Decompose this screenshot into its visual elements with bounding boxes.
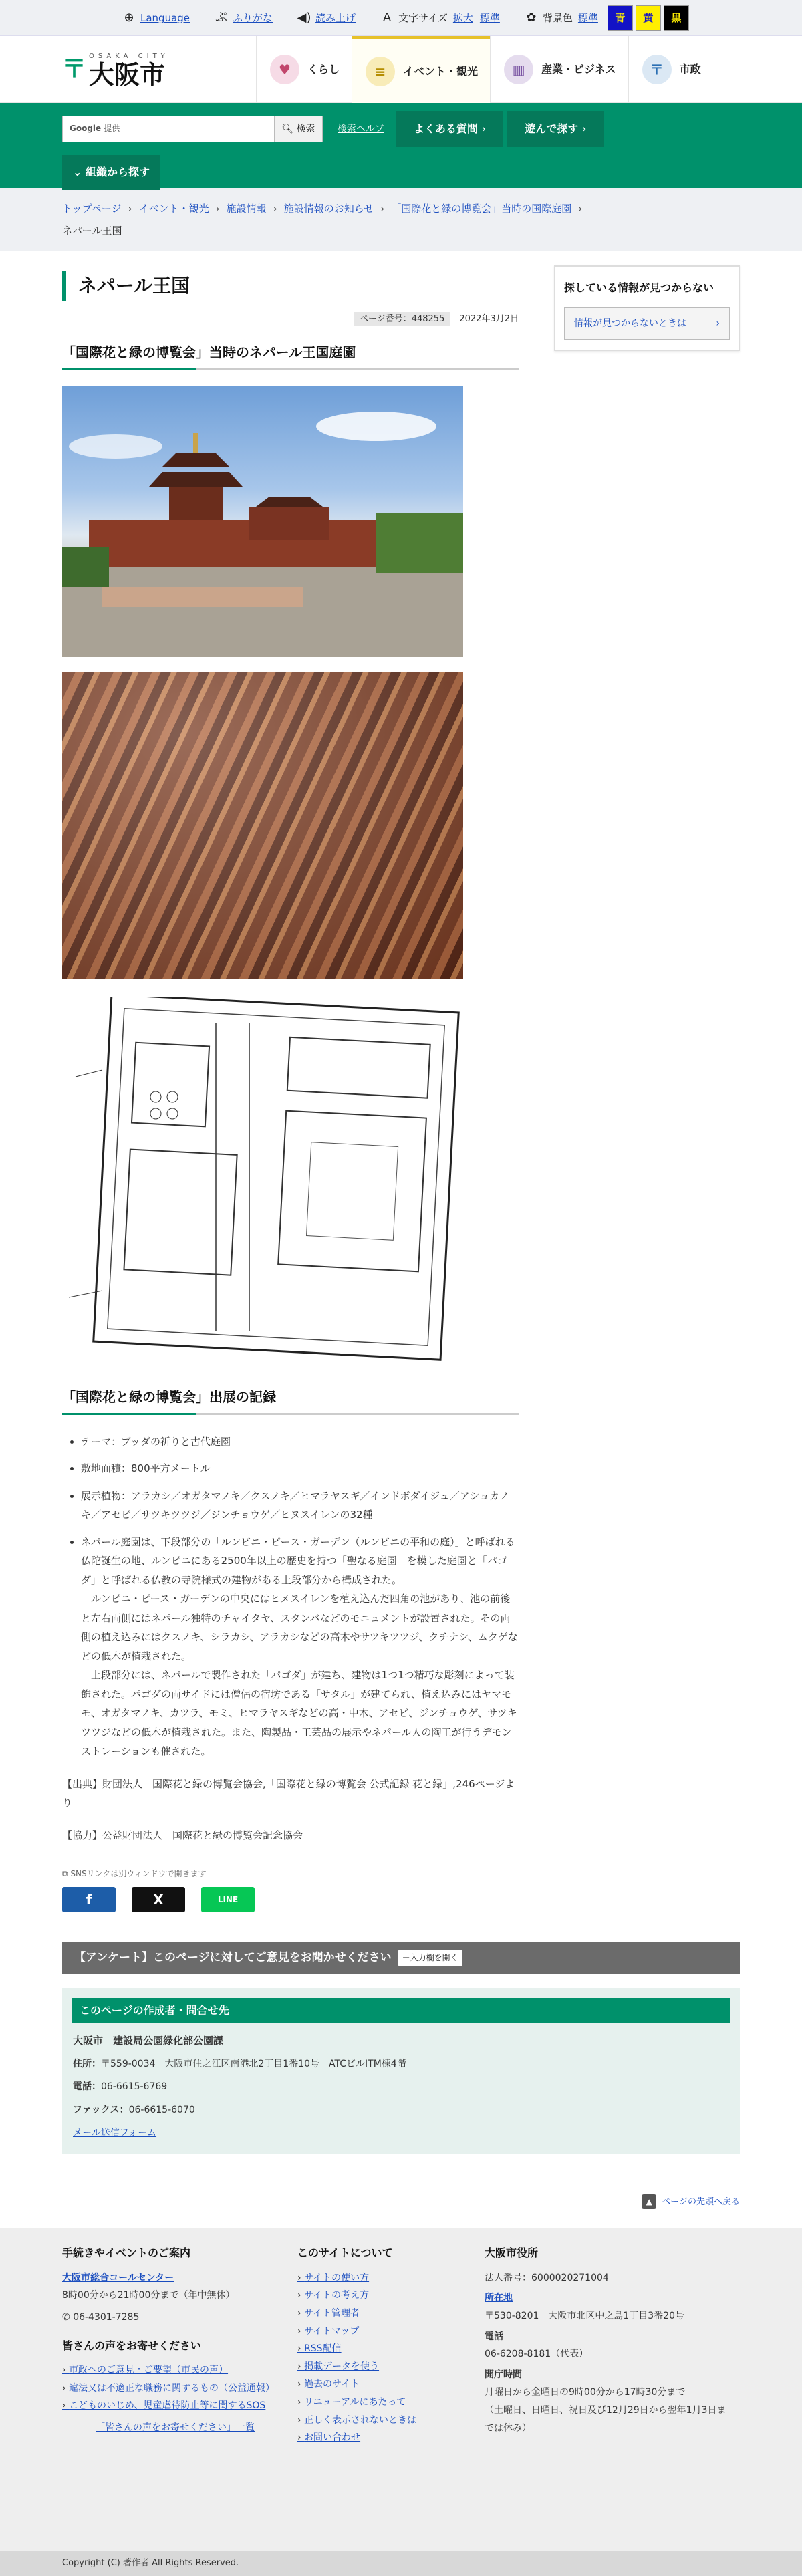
city-icon: 〒	[642, 55, 672, 84]
nepal-garden-illustration	[62, 386, 463, 657]
contact-heading: このページの作成者・問合せ先	[72, 1998, 730, 2023]
call-center-link[interactable]: 大阪市総合コールセンター	[62, 2272, 174, 2283]
footer-col-site	[297, 2243, 485, 2446]
breadcrumb-intl-garden[interactable]: 「国際花と緑の博覧会」当時の国際庭園	[391, 203, 572, 215]
search-brand: Google	[70, 124, 102, 134]
not-found-box	[554, 265, 740, 351]
furigana-icon: ぷ	[215, 10, 228, 25]
site-footer	[0, 2228, 802, 2551]
closed-days: （土曜日、日曜日、祝日及び12月29日から翌年1月3日までは休み）	[485, 2404, 726, 2434]
chevron-right-icon: ›	[716, 317, 720, 329]
footer-site-link[interactable]: › サイトの使い方	[297, 2269, 485, 2287]
footer-site-link[interactable]: › 正しく表示されないときは	[297, 2412, 485, 2430]
bg-standard-link[interactable]: 標準	[577, 12, 598, 24]
section-heading-garden: 「国際花と緑の博覧会」当時のネパール王国庭園	[62, 342, 519, 370]
search-button[interactable]	[275, 116, 323, 142]
footer-voice-title: 皆さんの声をお寄せください	[62, 2339, 202, 2352]
play-search-button[interactable]	[507, 111, 604, 147]
bg-yellow-button[interactable]: 黄	[636, 5, 661, 31]
speaker-icon: ◀)	[297, 10, 311, 25]
footer-site-link[interactable]: › 過去のサイト	[297, 2375, 485, 2394]
bg-blue-button[interactable]: 青	[608, 5, 633, 31]
list-item: • テーマ：ブッダの祈りと古代庭園	[81, 1432, 519, 1452]
page-number: ページ番号：448255	[354, 312, 450, 326]
contact-fax-value: 06-6615-6070	[128, 2104, 195, 2115]
garden-paragraph-1: • ネパール庭園は、下段部分の「ルンビニ・ピース・ガーデン（ルンビニの平和の庭）」と呼ばれる仏陀誕生の地、ルンビニにある2500年以上の歴史を持つ「聖なる庭園」を模した庭園と「パゴダ」と呼ばれる仏教の寺院様式の建物がある上段部分から構成された。	[81, 1535, 515, 1586]
cityhall-tel: 06-6208-8181（代表）	[485, 2349, 589, 2360]
footer-site-link[interactable]: › サイトの考え方	[297, 2287, 485, 2305]
back-to-top[interactable]	[62, 2194, 740, 2228]
call-center-hours: 8時00分から21時00分まで（年中無休）	[62, 2290, 235, 2301]
contact-address	[72, 2057, 730, 2071]
copyright-bar	[0, 2551, 802, 2576]
list-item	[81, 1533, 519, 1761]
contact-box	[62, 1988, 740, 2154]
sns-note	[62, 1867, 519, 1880]
building-icon: ▥	[504, 55, 533, 84]
gnav-shisei-label: 市政	[679, 63, 701, 76]
footer-site-link[interactable]: › サイト管理者	[297, 2305, 485, 2323]
gnav-business-label: 産業・ビジネス	[541, 63, 616, 76]
footer-guide-title: 手続きやイベントのご案内	[62, 2246, 191, 2260]
read-aloud-link[interactable]: 読み上げ	[315, 11, 356, 24]
faq-button[interactable]	[396, 111, 503, 147]
org-search-button[interactable]	[62, 155, 160, 190]
bg-color-label: 背景色	[542, 12, 573, 24]
event-icon: ≡	[366, 57, 395, 86]
list-item: • 展示植物：アラカシ／オガタマノキ／クスノキ／ヒマラヤスギ／インドボダイジュ／アショカノキ／アセビ／サツキツツジ／ジンチョウゲ／ヒヌスイレンの32種	[81, 1487, 519, 1525]
footer-site-link[interactable]: › リニューアルにあたって	[297, 2394, 485, 2412]
chevron-down-icon: ⌄	[73, 166, 82, 179]
breadcrumb-current: ネパール王国	[62, 225, 122, 237]
page-meta	[62, 313, 519, 327]
faq-label: よくある質問	[414, 122, 479, 136]
footer-site-title: このサイトについて	[297, 2246, 393, 2260]
footer-site-link[interactable]: › RSS配信	[297, 2340, 485, 2358]
breadcrumb-sep: ›	[215, 203, 220, 215]
search-placeholder: 提供	[104, 124, 120, 134]
opening-hours: 月曜日から金曜日の9時00分から17時30分まで	[485, 2387, 686, 2398]
breadcrumb-sep: ›	[128, 203, 132, 215]
text-size-label: 文字サイズ	[398, 11, 448, 24]
global-nav	[256, 36, 713, 103]
facebook-share-button[interactable]: f	[62, 1887, 116, 1912]
search-input[interactable]	[62, 116, 275, 142]
sns-note-text: SNSリンクは別ウィンドウで開きます	[70, 1869, 207, 1879]
footer-site-link[interactable]: › 掲載データを使う	[297, 2358, 485, 2376]
source-note: 【出典】財団法人 国際花と緑の博覧会協会,「国際花と緑の博覧会 公式記録 花と緑」,246ページより	[62, 1777, 515, 1809]
breadcrumb-sep: ›	[380, 203, 385, 215]
heart-icon: ♥	[270, 55, 299, 84]
logo-subtitle: OSAKA CITY	[89, 53, 169, 60]
garden-paragraph-2: ルンビニ・ピース・ガーデンの中央にはヒメスイレンを植え込んだ四角の池があり、池の前後と左右両側にはネパール独特のチャイタヤ、スタンバなどのモニュメントが設置された。その両側の植え込みにはクスノキ、シラカシ、アラカシなどの高木やサツキツツジ、クチナシ、ムクゲなどの低木が植栽された。	[81, 1593, 518, 1662]
arrow-up-icon: ▲	[642, 2194, 656, 2209]
furigana-link[interactable]: ふりがな	[233, 11, 273, 24]
footer-col-guide	[62, 2243, 297, 2446]
language-link[interactable]: Language	[140, 11, 190, 24]
breadcrumb-event[interactable]: イベント・観光	[138, 203, 209, 215]
footer-voice-link[interactable]: › 市政へのご意見・ご要望（市民の声）	[62, 2361, 297, 2379]
survey-bar[interactable]	[62, 1942, 740, 1974]
footer-voice-link[interactable]: › こどものいじめ、児童虐待防止等に関するSOS	[62, 2397, 297, 2415]
search-button-label: 検索	[296, 123, 315, 134]
back-to-top-label: ページの先頭へ戻る	[662, 2196, 740, 2207]
city-mark-icon: 〒	[62, 55, 87, 83]
gnav-event-label: イベント・観光	[403, 64, 479, 78]
standard-size-link[interactable]: 標準	[479, 11, 500, 24]
footer-voice-link[interactable]: › 違法又は不適正な職務に関するもの（公益通報）	[62, 2379, 297, 2398]
garden-paragraph-3: 上段部分には、ネパールで製作された「パゴダ」が建ち、建物は1つ1つ精巧な彫刻によって装飾された。パゴダの両サイドには僧侶の宿坊である「サタル」が建てられ、植え込みにはヤマモモ、オガタマノキ、カツラ、モミ、ヒマラヤスギなどの高・中木、アセビ、ジンチョウゲ、サツキツツジなどの低木が植栽された。また、陶製品・工芸品の展示やネパール人の陶工が行うデモンストレーションも催された。	[81, 1669, 517, 1758]
breadcrumb-facility-news[interactable]: 施設情報のお知らせ	[283, 203, 374, 215]
footer-col-cityhall	[485, 2243, 732, 2446]
breadcrumb-top[interactable]: トップページ	[62, 203, 122, 215]
pagoda-carving-photo	[62, 672, 463, 979]
contact-address-label: 住所：	[73, 2059, 101, 2070]
record-list	[62, 1432, 519, 1761]
footer-site-link[interactable]: › サイトマップ	[297, 2323, 485, 2341]
section-heading-record: 「国際花と緑の博覧会」出展の記録	[62, 1386, 519, 1415]
site-header	[0, 36, 802, 103]
globe-icon: ⊕	[124, 10, 134, 25]
gnav-event[interactable]	[352, 36, 490, 103]
chevron-right-icon: ›	[581, 122, 587, 136]
copyright: Copyright (C) 著作者 All Rights Reserved.	[62, 2558, 239, 2569]
garden-plan-drawing	[62, 997, 463, 1368]
contact-org: 大阪市 建設局公園緑化部公園課	[73, 2035, 224, 2047]
mail-form-link[interactable]: メール送信フォーム	[73, 2128, 157, 2139]
gnav-kurashi-label: くらし	[307, 63, 340, 76]
opening-hours-label: 開庁時間	[485, 2369, 522, 2380]
not-found-button[interactable]	[564, 307, 730, 340]
site-logo[interactable]	[62, 51, 243, 88]
logo-title: 大阪市	[89, 59, 166, 90]
x-share-button[interactable]: X	[132, 1887, 185, 1912]
cityhall-address: 〒530-8201 大阪市北区中之島1丁目3番20号	[485, 2311, 685, 2322]
sns-links	[62, 1887, 519, 1912]
corporate-number: 法人番号：6000020271004	[485, 2272, 609, 2283]
location-link[interactable]: 所在地	[485, 2293, 513, 2304]
breadcrumb	[0, 188, 802, 251]
cooperation-note: 【協力】公益財団法人 国際花と緑の博覧会記念協会	[62, 1829, 303, 1841]
nepal-garden-photo	[62, 386, 463, 657]
text-size-icon: A	[382, 10, 392, 25]
bg-black-button[interactable]: 黒	[664, 5, 689, 31]
call-center-tel: 06-4301-7285	[73, 2312, 140, 2323]
survey-open-button[interactable]: ＋入力欄を開く	[398, 1950, 462, 1966]
list-item: • 敷地面積：800平方メートル	[81, 1459, 519, 1478]
gnav-shisei[interactable]	[628, 36, 713, 103]
play-search-label: 遊んで探す	[525, 122, 579, 136]
line-share-button[interactable]: LINE	[201, 1887, 255, 1912]
footer-cityhall-title: 大阪市役所	[485, 2246, 539, 2260]
sidebar	[554, 265, 740, 1912]
gnav-business[interactable]	[490, 36, 628, 103]
contact-tel	[72, 2079, 730, 2094]
page-title: ネパール王国	[62, 271, 519, 301]
voice-list-link[interactable]: 「皆さんの声をお寄せください」一覧	[96, 2422, 255, 2433]
garden-plan-illustration	[62, 997, 463, 1368]
breadcrumb-facility[interactable]: 施設情報	[226, 203, 267, 215]
not-found-button-label: 情報が見つからないときは	[574, 317, 686, 329]
search-help-link[interactable]: 検索ヘルプ	[338, 123, 384, 134]
contact-fax-label: ファックス：	[73, 2104, 129, 2115]
cityhall-tel-label: 電話	[485, 2331, 503, 2342]
footer-site-link[interactable]: › お問い合わせ	[297, 2429, 485, 2447]
contact-fax	[72, 2103, 730, 2117]
contact-tel-label: 電話：	[73, 2081, 101, 2093]
palette-icon: ✿	[526, 10, 537, 25]
survey-text: 【アンケート】このページに対してご意見をお聞かせください	[74, 1950, 392, 1964]
gnav-kurashi[interactable]	[256, 36, 352, 103]
utility-bar	[0, 0, 802, 36]
external-window-icon: ⧉	[62, 1869, 71, 1879]
page-date: 2022年3月2日	[459, 314, 519, 324]
site-search	[62, 116, 323, 142]
breadcrumb-sep: ›	[273, 203, 277, 215]
main-content	[62, 265, 519, 1912]
org-search-label: 組織から探す	[85, 166, 150, 179]
enlarge-link[interactable]: 拡大	[452, 11, 473, 24]
contact-tel-value: 06-6615-6769	[101, 2081, 168, 2093]
search-band	[0, 103, 802, 188]
contact-address-value: 〒559-0034 大阪市住之江区南港北2丁目1番10号 ATCビルITM棟4階	[101, 2059, 406, 2070]
phone-icon: ✆	[62, 2312, 74, 2323]
chevron-right-icon: ›	[481, 122, 487, 136]
not-found-title: 探している情報が見つからない	[564, 281, 714, 294]
breadcrumb-sep: ›	[578, 203, 583, 215]
search-icon: 🔍︎	[281, 123, 294, 134]
